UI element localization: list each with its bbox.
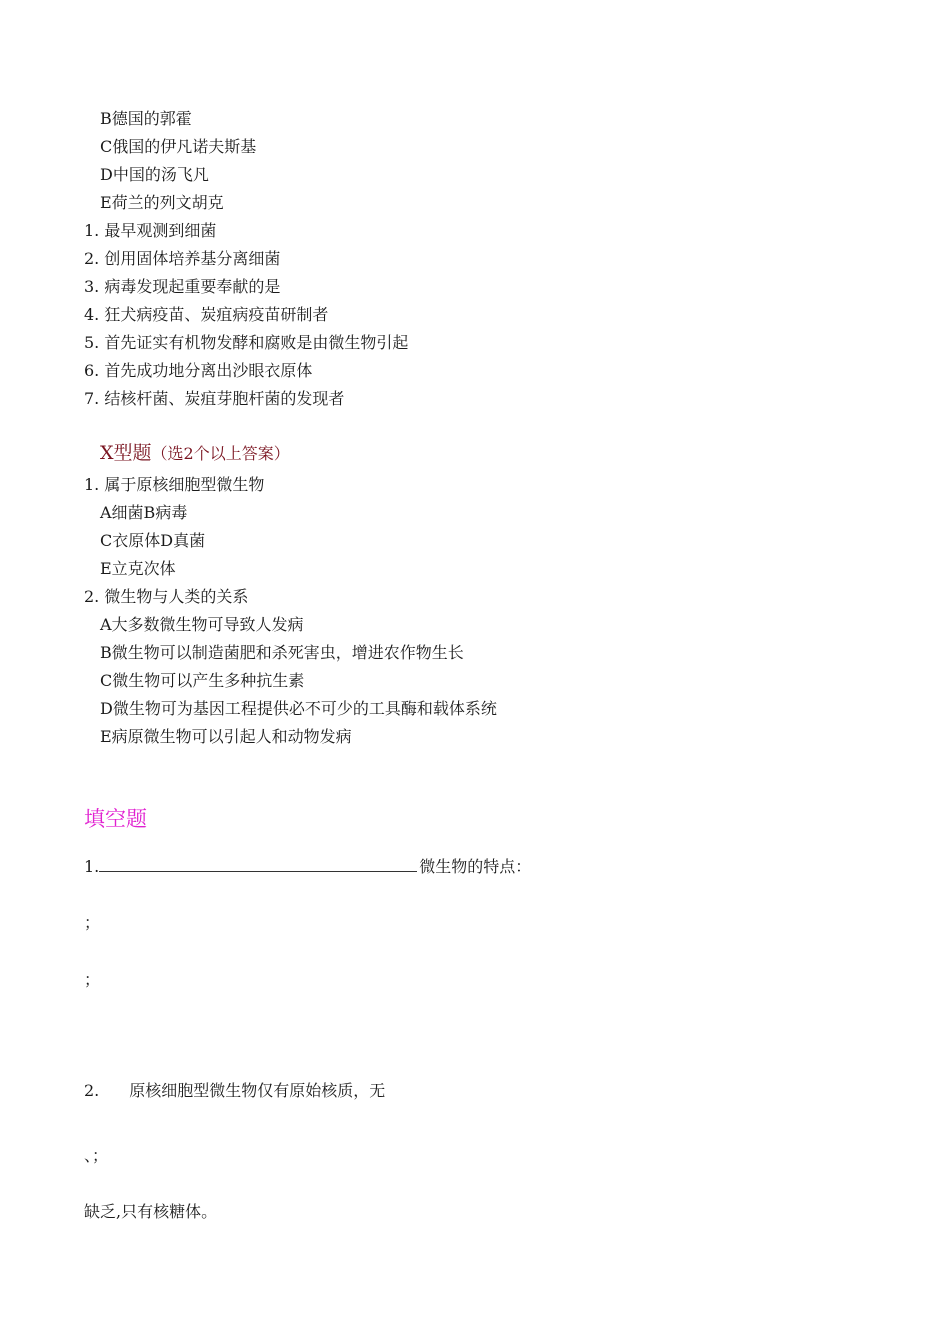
fill-q2-line-3: 缺乏,只有核糖体。 [84,1202,218,1221]
question-2: 2. 创用固体培养基分离细菌 [84,249,281,268]
x-q2-option-d: D微生物可为基因工程提供必不可少的工具酶和载体系统 [100,699,497,718]
x-question-1: 1. 属于原核细胞型微生物 [84,475,265,494]
question-5: 5. 首先证实有机物发酵和腐败是由微生物引起 [84,333,409,352]
x-question-2: 2. 微生物与人类的关系 [84,587,249,606]
question-3: 3. 病毒发现起重要奉献的是 [84,277,281,296]
x-q2-option-b: B微生物可以制造菌肥和杀死害虫，增进农作物生长 [100,643,464,662]
x-section-heading [100,443,290,464]
x-q2-option-e: E病原微生物可以引起人和动物发病 [100,727,352,746]
fill-section-heading: 填空题 [84,807,147,831]
fill-question-2 [84,1081,385,1101]
option-d: D中国的汤飞凡 [100,165,209,184]
option-e: E荷兰的列文胡克 [100,193,224,212]
fill-q2-number: 2. [84,1081,100,1100]
fill-q1-number: 1. [84,857,100,876]
x-q1-option-e: E立克次体 [100,559,176,578]
x-section-title: X型题 [100,442,152,464]
fill-q2-text: 原核细胞型微生物仅有原始核质，无 [129,1081,386,1100]
x-section-subtitle: （选2个以上答案） [151,444,290,463]
option-b: B德国的郭霍 [100,109,192,128]
x-q1-option-cd: C衣原体D真菌 [100,531,206,550]
question-7: 7. 结核杆菌、炭疽芽胞杆菌的发现者 [84,389,345,408]
fill-q1-semicolon-1: ； [84,913,101,932]
fill-question-1 [84,855,531,877]
x-q2-option-c: C微生物可以产生多种抗生素 [100,671,305,690]
fill-q1-blank[interactable] [99,855,417,872]
fill-q2-line-2: 、； [84,1146,109,1165]
fill-q1-text: 微生物的特点： [419,857,532,876]
fill-q1-semicolon-2: ； [84,970,101,989]
x-q1-option-ab: A细菌B病毒 [100,503,188,522]
question-4: 4. 狂犬病疫苗、炭疽病疫苗研制者 [84,305,329,324]
question-6: 6. 首先成功地分离出沙眼衣原体 [84,361,313,380]
question-1: 1. 最早观测到细菌 [84,221,217,240]
option-c: C俄国的伊凡诺夫斯基 [100,137,257,156]
x-q2-option-a: A大多数微生物可导致人发病 [100,615,304,634]
